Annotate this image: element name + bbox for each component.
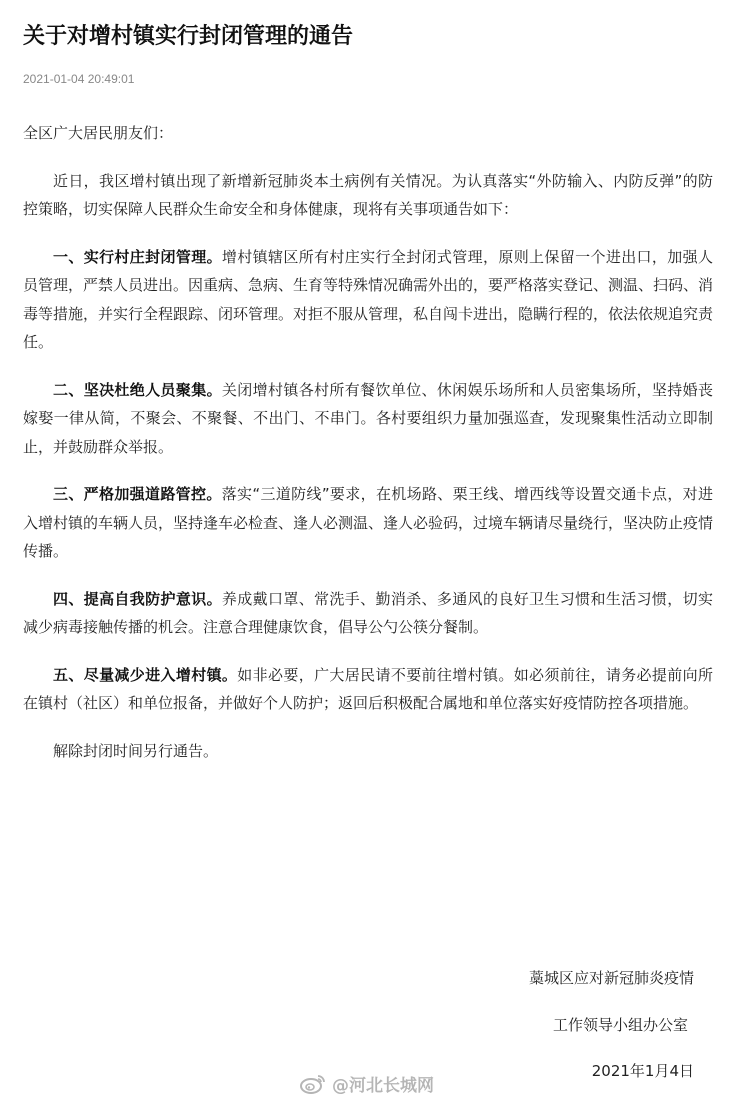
section-1 bbox=[23, 243, 713, 357]
section-heading: 二、坚决杜绝人员聚集。 bbox=[53, 380, 222, 399]
page-title: 关于对增村镇实行封闭管理的通告 bbox=[23, 24, 354, 49]
weibo-icon bbox=[300, 1073, 326, 1095]
watermark bbox=[300, 1071, 434, 1096]
section-text: 如非必要，广大居民请不要前往增村镇。如必须前往，请务必提前向所在镇村（社区）和单位报备，并做好个人防护；返回后积极配合属地和单位落实好疫情防控各项措施。 bbox=[23, 665, 713, 712]
section-text: 增村镇辖区所有村庄实行全封闭式管理，原则上保留一个进出口，加强人员管理，严禁人员进出。因重病、急病、生育等特殊情况确需外出的，要严格落实登记、测温、扫码、消毒等措施，并实行全程跟踪、闭环管理。对拒不服从管理，私自闯卡进出，隐瞒行程的，依法依规追究责任。 bbox=[23, 247, 714, 351]
section-4 bbox=[23, 585, 713, 642]
section-text: 养成戴口罩、常洗手、勤消杀、多通风的良好卫生习惯和生活习惯，切实减少病毒接触传播的机会。注意合理健康饮食，倡导公勺公筷分餐制。 bbox=[23, 589, 713, 636]
signature-date: 2021年1月4日 bbox=[591, 1062, 694, 1080]
section-heading: 五、尽量减少进入增村镇。 bbox=[53, 665, 238, 684]
signature-org-line1: 藁城区应对新冠肺炎疫情 bbox=[528, 969, 694, 987]
section-text: 落实“三道防线”要求，在机场路、栗王线、增西线等设置交通卡点，对进入增村镇的车辆人员，坚持逢车必检查、逢人必测温、逢人必验码，过境车辆请尽量绕行，坚决防止疫情传播。 bbox=[23, 485, 714, 560]
article-body bbox=[23, 119, 713, 784]
section-text: 关闭增村镇各村所有餐饮单位、休闲娱乐场所和人员密集场所，坚持婚丧嫁娶一律从简，不聚会、不聚餐、不出门、不串门。各村要组织力量加强巡查，发现聚集性活动立即制止，并鼓励群众举报。 bbox=[23, 380, 713, 456]
closing-paragraph: 解除封闭时间另行通告。 bbox=[53, 741, 219, 760]
intro-paragraph: 近日，我区增村镇出现了新增新冠肺炎本土病例有关情况。为认真落实“外防输入、内防反弹”的防控策略，切实保障人民群众生命安全和身体健康，现将有关事项通告如下： bbox=[23, 171, 713, 218]
section-heading: 三、严格加强道路管控。 bbox=[53, 485, 222, 503]
salutation: 全区广大居民朋友们： bbox=[23, 124, 174, 142]
section-5 bbox=[23, 661, 713, 718]
watermark-text: @河北长城网 bbox=[332, 1076, 434, 1096]
publish-datetime: 2021-01-04 20:49:01 bbox=[23, 72, 135, 86]
section-heading: 四、提高自我防护意识。 bbox=[53, 589, 222, 608]
section-heading: 一、实行村庄封闭管理。 bbox=[53, 247, 222, 266]
signature-org-line2: 工作领导小组办公室 bbox=[552, 1016, 688, 1034]
section-2 bbox=[23, 376, 713, 462]
section-3 bbox=[23, 480, 713, 566]
